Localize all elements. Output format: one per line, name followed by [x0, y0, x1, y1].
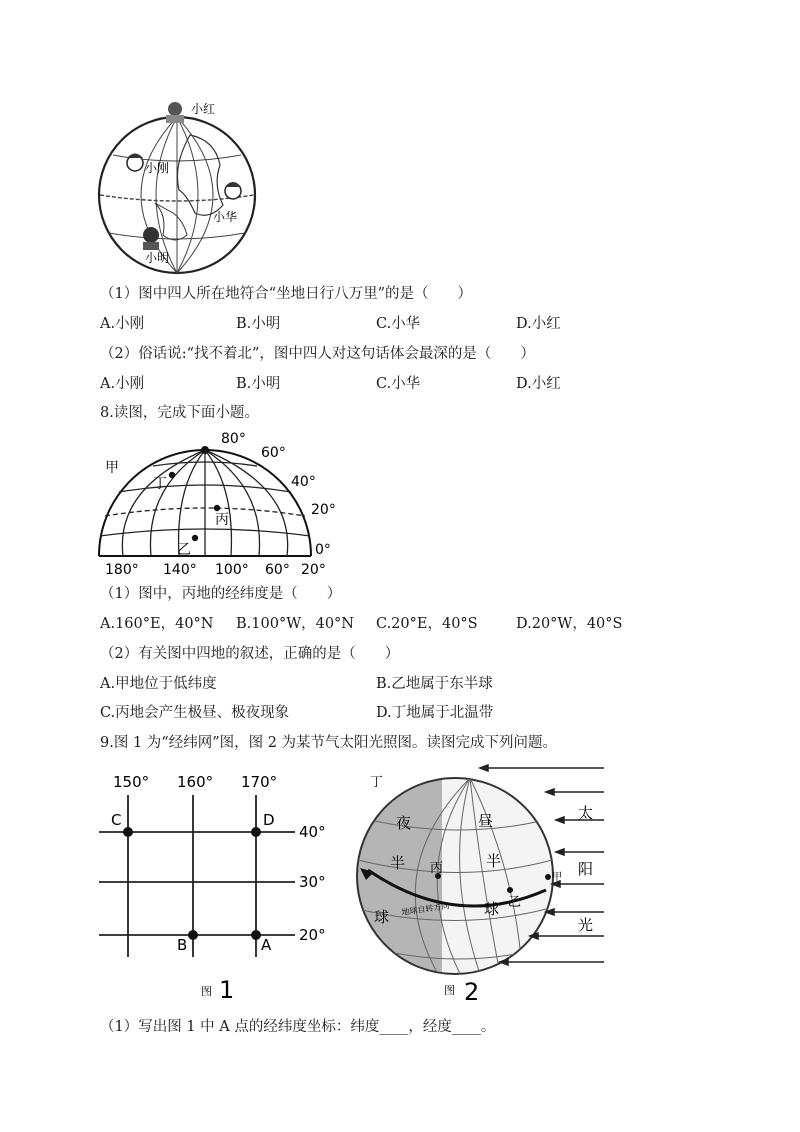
globe-label: 乙: [508, 895, 522, 910]
point-a: [251, 930, 261, 940]
point-label: 甲: [105, 460, 119, 476]
person-label: 小华: [213, 210, 238, 224]
point-jia: [545, 874, 551, 880]
point-ding: [169, 472, 175, 478]
lat-label: 20°: [311, 502, 336, 518]
point-label: B: [177, 936, 188, 954]
figure-caption-prefix: 图: [444, 984, 455, 997]
person-label: 小明: [145, 251, 170, 265]
q8-sub1: （1）图中，丙地的经纬度是（ ）: [100, 586, 342, 602]
lat-label: 20°: [299, 926, 326, 944]
option-c: C.小华: [376, 376, 421, 392]
q9-title: 9.图 1 为“经纬网”图，图 2 为某节气太阳光照图。读图完成下列问题。: [100, 735, 558, 751]
globe-label: 丁: [370, 775, 384, 790]
option-d: D.小红: [516, 376, 561, 392]
q8-title: 8.读图，完成下面小题。: [100, 405, 259, 421]
lon-label: 160°: [177, 773, 214, 791]
option-a: A.小刚: [100, 376, 145, 392]
option-b: B.小明: [236, 316, 281, 332]
point-label: 丙: [215, 512, 229, 528]
point-d: [251, 827, 261, 837]
q7-sub2: （2）俗话说:“找不着北”，图中四人对这句话体会最深的是（ ）: [100, 346, 535, 362]
globe-label: 球: [484, 900, 500, 918]
globe-people-figure: [95, 95, 270, 275]
q8-sub2: （2）有关图中四地的叙述，正确的是（ ）: [100, 646, 400, 662]
q9-sub1: （1）写出图 1 中 A 点的经纬度坐标：纬度____，经度____。: [100, 1019, 496, 1035]
lon-label: 170°: [241, 773, 278, 791]
lat-label: 40°: [291, 474, 316, 490]
lon-label: 140°: [163, 562, 197, 578]
lat-label: 40°: [299, 823, 326, 841]
lat-label: 80°: [221, 431, 246, 447]
globe-label: 半: [486, 852, 502, 870]
person-label: 小刚: [145, 161, 170, 175]
person-icon-xiaohong: [166, 102, 184, 123]
sun-label: 阳: [578, 860, 594, 878]
lat-label: 0°: [315, 542, 331, 558]
globe-label: 球: [374, 908, 390, 926]
person-icon-xiaohua: [225, 182, 241, 199]
globe-label: 丙: [430, 861, 444, 876]
figure-caption-prefix: 图: [201, 985, 212, 998]
lat-label: 30°: [299, 873, 326, 891]
person-icon-xiaoming: [143, 227, 159, 250]
option-d: D.小红: [516, 316, 561, 332]
option-d: D.丁地属于北温带: [376, 705, 494, 721]
lon-label: 180°: [105, 562, 139, 578]
option-b: B.小明: [236, 376, 281, 392]
point-yi: [507, 887, 513, 893]
globe-label: 夜: [396, 814, 412, 832]
sun-label: 光: [578, 916, 594, 934]
person-icon-xiaogang: [127, 154, 143, 172]
fig1-graticule-grid: [95, 765, 345, 1005]
lon-label: 150°: [113, 773, 150, 791]
globe-label: 半: [390, 854, 406, 872]
point-c: [123, 827, 133, 837]
option-c: C.丙地会产生极昼、极夜现象: [100, 705, 290, 721]
point-bing: [214, 505, 220, 511]
lon-label: 100°: [215, 562, 249, 578]
globe-label: 甲: [552, 872, 562, 883]
point-label: A: [261, 936, 272, 954]
globe-label: 昼: [478, 812, 494, 830]
point-label: D: [263, 811, 275, 829]
figure-caption-number: 1: [219, 976, 235, 1004]
sun-label: 太: [578, 804, 594, 822]
lon-label: 20°: [301, 562, 326, 578]
option-c: C.小华: [376, 316, 421, 332]
option-a: A.甲地位于低纬度: [100, 676, 217, 692]
graticule-hemisphere-diagram: [95, 428, 345, 580]
rotation-direction-label: 地球自转方向: [401, 901, 450, 917]
option-d: D.20°W，40°S: [516, 616, 623, 632]
option-a: A.小刚: [100, 316, 145, 332]
pole-point: [201, 446, 209, 454]
point-label: 丁: [153, 476, 167, 492]
figure-caption-number: 2: [464, 978, 480, 1006]
lat-label: 60°: [261, 445, 286, 461]
lon-label: 60°: [265, 562, 290, 578]
fig2-sunlight-globe: [350, 760, 610, 1010]
option-b: B.乙地属于东半球: [376, 676, 493, 692]
q7-sub1: （1）图中四人所在地符合“坐地日行八万里”的是（ ）: [100, 286, 473, 302]
point-label: 乙: [177, 542, 191, 558]
option-c: C.20°E，40°S: [376, 616, 478, 632]
person-label: 小红: [191, 102, 216, 116]
point-yi: [192, 535, 198, 541]
point-label: C: [111, 811, 122, 829]
option-a: A.160°E，40°N: [100, 616, 214, 632]
point-b: [188, 930, 198, 940]
option-b: B.100°W，40°N: [236, 616, 354, 632]
